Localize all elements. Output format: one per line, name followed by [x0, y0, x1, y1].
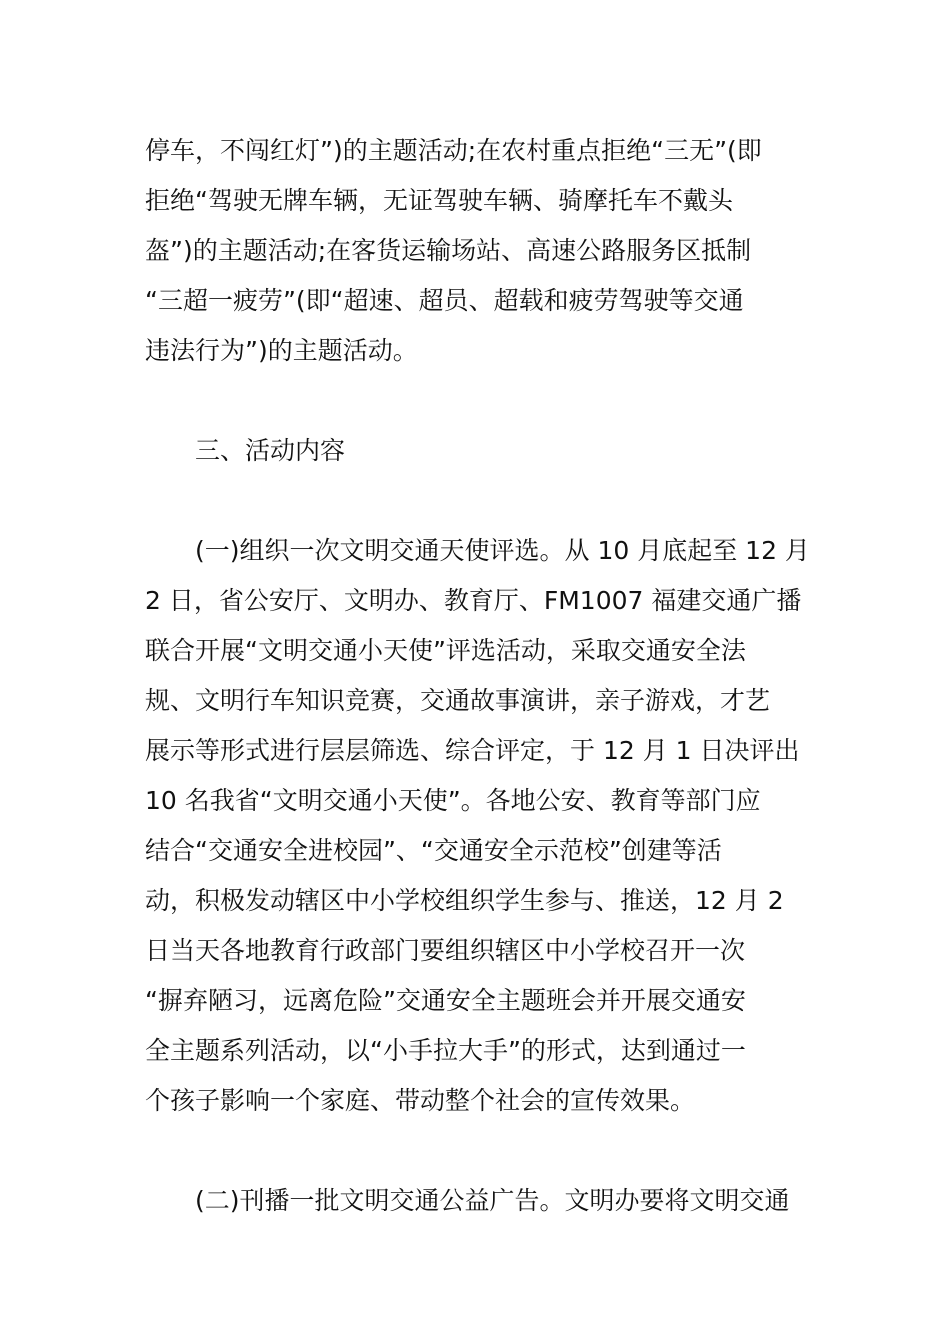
text-line: (二)刊播一批文明交通公益广告。文明办要将文明交通 [195, 1186, 790, 1215]
text-line: “摒弃陋习，远离危险”交通安全主题班会并开展交通安 [145, 986, 746, 1015]
paragraph-gap [145, 376, 810, 426]
text-line: 违法行为”)的主题活动。 [145, 336, 418, 365]
paragraph-gap [145, 1126, 810, 1176]
paragraph-gap [145, 476, 810, 526]
text-line: 盔”)的主题活动;在客货运输场站、高速公路服务区抵制 [145, 236, 752, 265]
text-line: 停车，不闯红灯”)的主题活动;在农村重点拒绝“三无”(即 [145, 136, 762, 165]
text-line: 2 日，省公安厅、文明办、教育厅、FM1007 福建交通广播 [145, 586, 802, 615]
text-line: 展示等形式进行层层筛选、综合评定，于 12 月 1 日决评出 [145, 736, 800, 765]
document-body [145, 126, 810, 1226]
paragraph-angel-selection [145, 526, 810, 1126]
text-line: 日当天各地教育行政部门要组织辖区中小学校召开一次 [145, 936, 746, 965]
text-line: 联合开展“文明交通小天使”评选活动，采取交通安全法 [145, 636, 746, 665]
text-line: 动，积极发动辖区中小学校组织学生参与、推送，12 月 2 [145, 886, 784, 915]
text-line: 拒绝“驾驶无牌车辆，无证驾驶车辆、骑摩托车不戴头 [145, 186, 733, 215]
text-line: 10 名我省“文明交通小天使”。各地公安、教育等部门应 [145, 786, 761, 815]
text-line: 全主题系列活动，以“小手拉大手”的形式，达到通过一 [145, 1036, 746, 1065]
paragraph-public-ads [145, 1176, 810, 1226]
text-line: 个孩子影响一个家庭、带动整个社会的宣传效果。 [145, 1086, 696, 1115]
section-heading: 三、活动内容 [195, 436, 346, 465]
text-line: 规、文明行车知识竞赛，交通故事演讲，亲子游戏，才艺 [145, 686, 771, 715]
text-line: (一)组织一次文明交通天使评选。从 10 月底起至 12 月 [195, 536, 810, 565]
paragraph-theme-activities [145, 126, 810, 376]
text-line: “三超一疲劳”(即“超速、超员、超载和疲劳驾驶等交通 [145, 286, 744, 315]
text-line: 结合“交通安全进校园”、“交通安全示范校”创建等活 [145, 836, 722, 865]
